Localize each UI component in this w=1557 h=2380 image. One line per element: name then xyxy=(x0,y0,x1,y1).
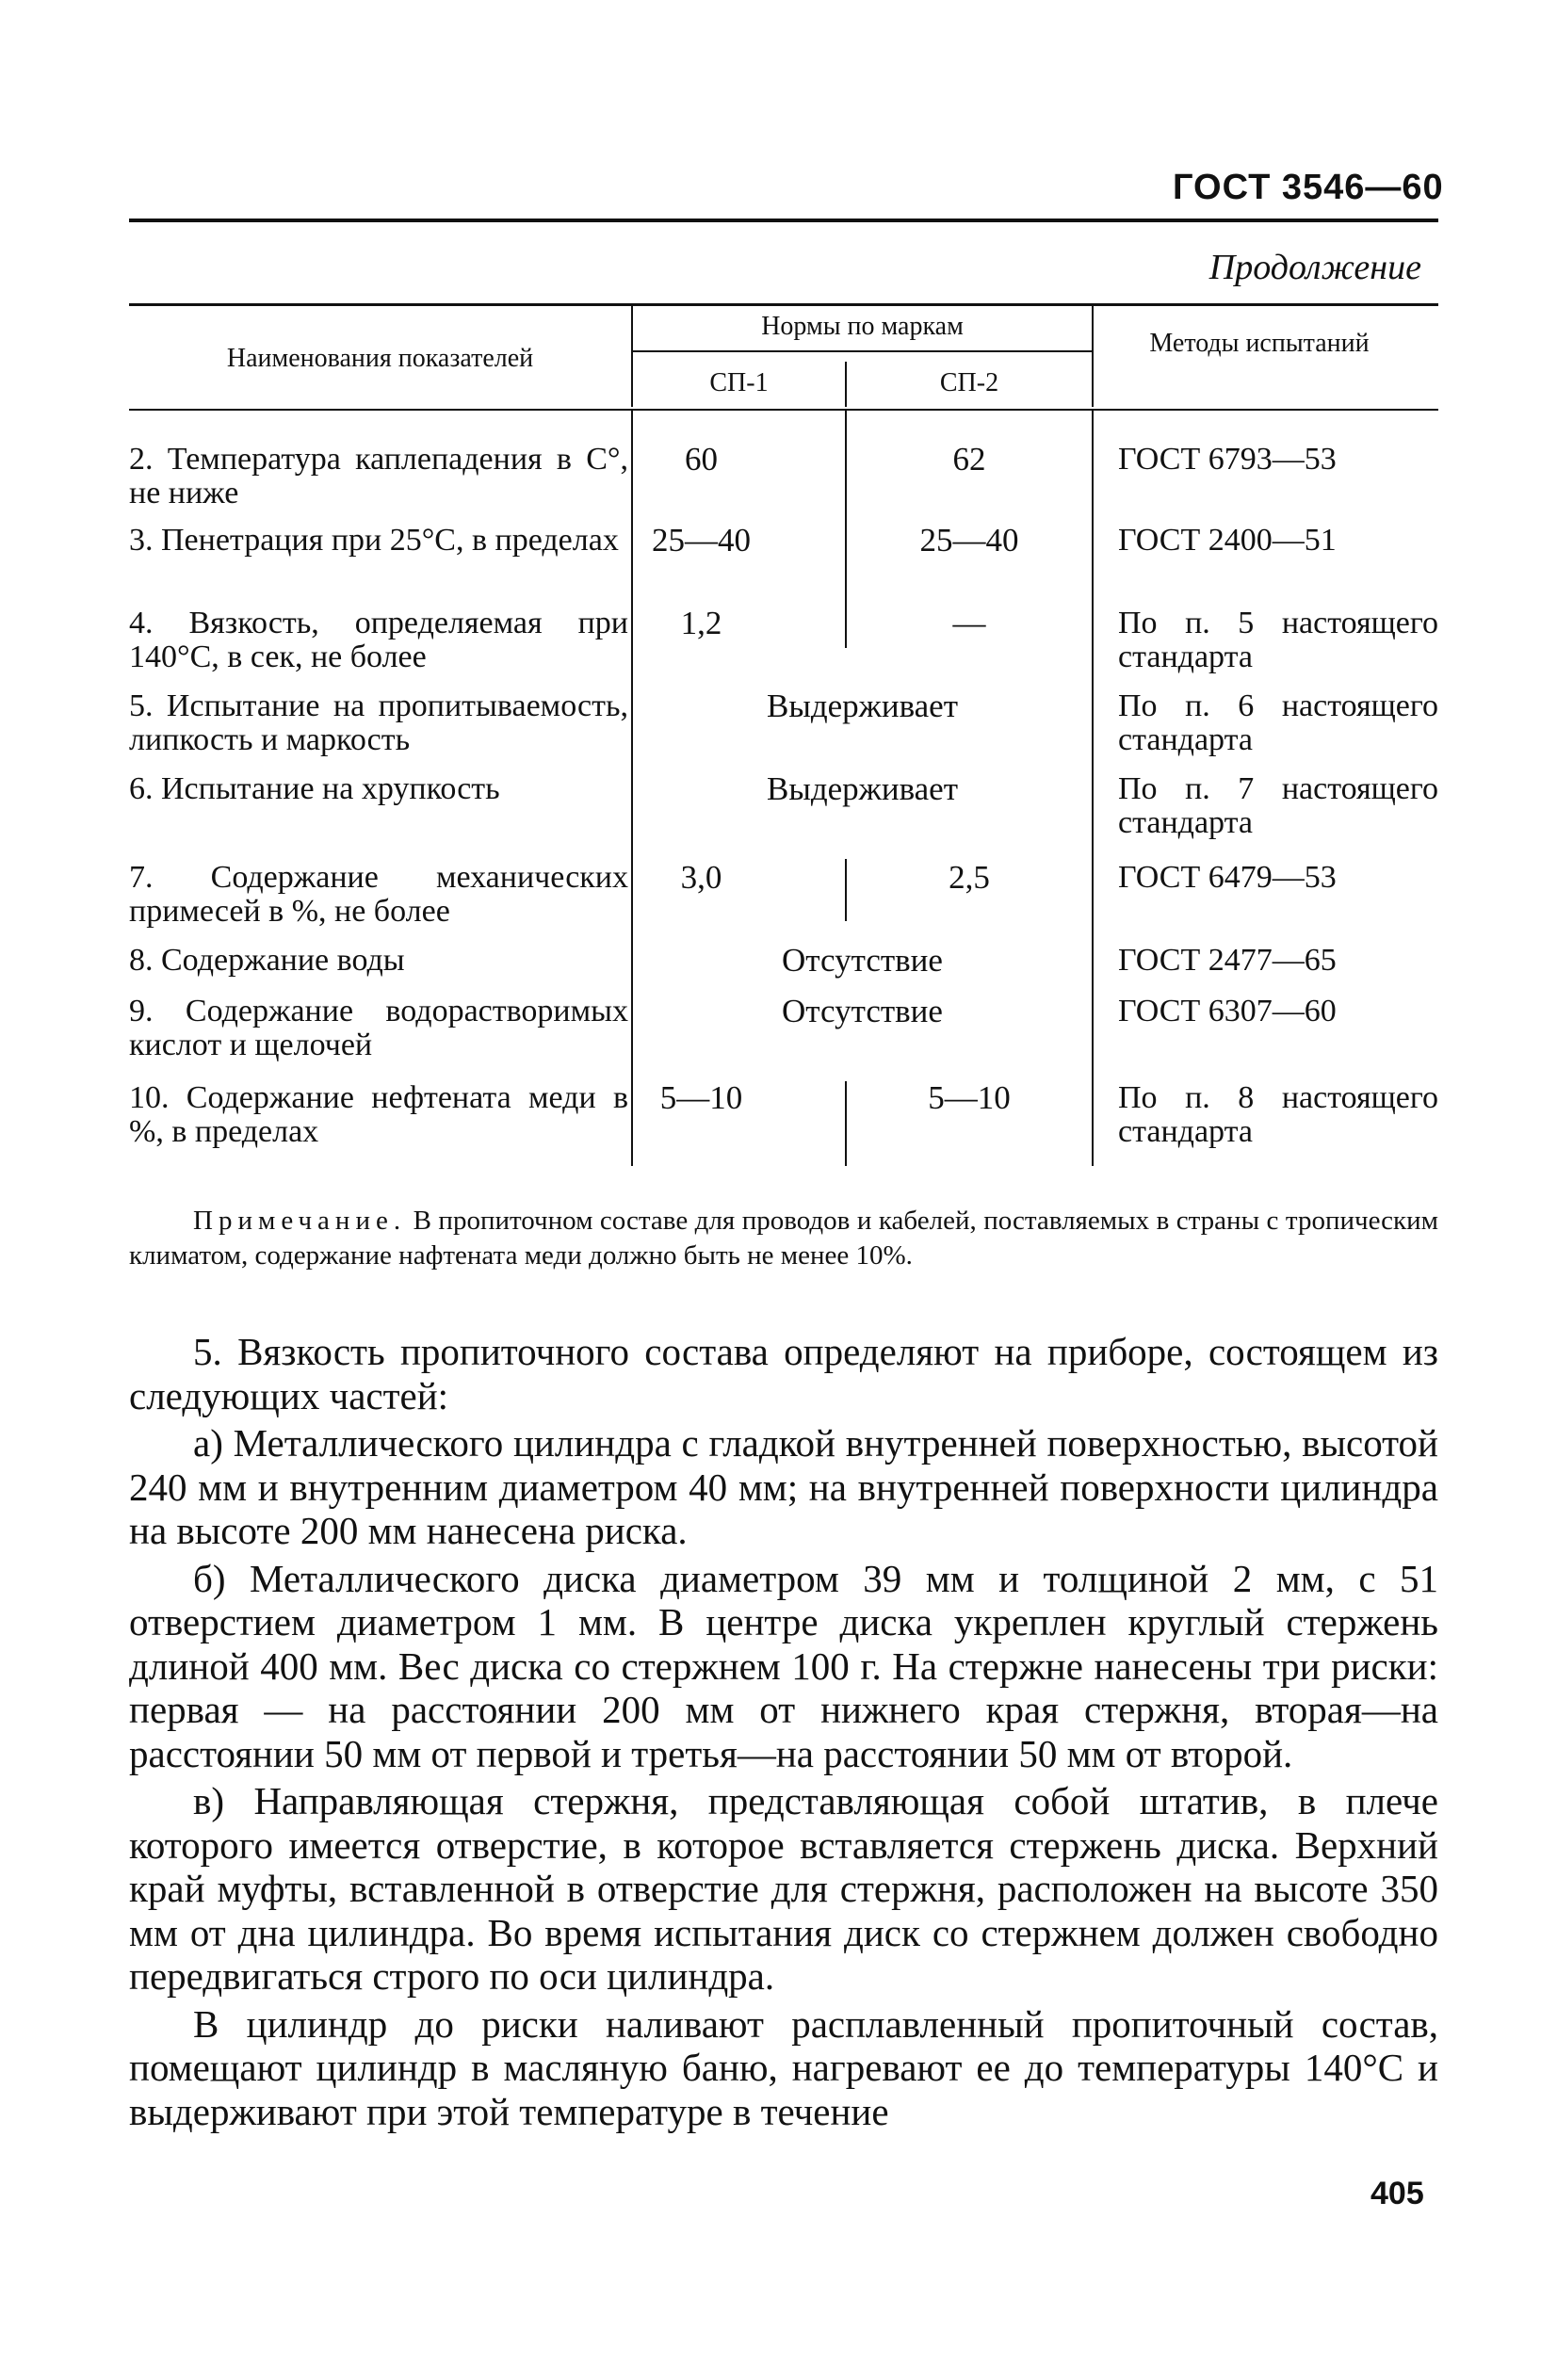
table-row-name: 6. Испытание на хрупкость xyxy=(129,771,500,806)
note-text: В пропиточном составе для проводов и кабелей, поставляемых в страны с тропическим климатом, содержание нафтената меди должно быть не менее 10%. xyxy=(129,1206,1439,1271)
table-row-name: 8. Содержание воды xyxy=(129,943,405,978)
column-header-sp2: СП-2 xyxy=(939,368,999,397)
table-cell-method: По п. 8 настоящего стандарта xyxy=(1118,1080,1438,1149)
table-cell-method: По п. 5 настоящего стандарта xyxy=(1118,606,1438,674)
specification-table xyxy=(129,303,1438,1166)
page-header: ГОСТ 3546—60 xyxy=(1173,168,1444,207)
continuation-label: Продолжение xyxy=(1208,248,1421,287)
table-row-name: 10. Содержание нефтената меди в %, в пределах xyxy=(129,1080,628,1149)
table-cell-method: По п. 7 настоящего стандарта xyxy=(1118,771,1438,840)
column-header-methods: Методы испытаний xyxy=(1149,329,1370,358)
table-row-name: 9. Содержание водорастворимых кислот и щелочей xyxy=(129,994,628,1062)
table-cell-sp2: 5—10 xyxy=(928,1079,1011,1116)
column-header-sp1: СП-1 xyxy=(709,368,769,397)
paragraph: а) Металлического цилиндра с гладкой внутренней поверхностью, высотой 240 мм и внутренним диаметром 40 мм; на внутренней поверхности цилиндра на высоте 200 мм нанесена риска. xyxy=(129,1421,1438,1552)
table-cell-method: ГОСТ 2400—51 xyxy=(1118,523,1337,558)
table-cell-method: ГОСТ 6479—53 xyxy=(1118,860,1337,895)
table-note xyxy=(129,1204,1438,1273)
table-cell-method: По п. 6 настоящего стандарта xyxy=(1118,688,1438,757)
table-cell-sp1: 1,2 xyxy=(680,605,722,641)
table-cell-sp2: — xyxy=(952,605,986,641)
table-cell-both: Выдерживает xyxy=(766,770,959,807)
column-header-norms: Нормы по маркам xyxy=(761,312,964,341)
header-rule xyxy=(129,219,1438,222)
table-row-name: 3. Пенетрация при 25°С, в пределах xyxy=(129,523,619,558)
column-divider xyxy=(1092,303,1094,407)
table-row-name: 4. Вязкость, определяемая при 140°С, в сек, не более xyxy=(129,606,628,674)
paragraph: В цилиндр до риски наливают расплавленный пропиточный состав, помещают цилиндр в масляную баню, нагревают ее до температуры 140°С и выдерживают при этой температуре в течение xyxy=(129,2001,1438,2133)
paragraph: б) Металлического диска диаметром 39 мм и толщиной 2 мм, с 51 отверстием диаметром 1 мм. В центре диска укреплен круглый стержень длиной 400 мм. Вес диска со стержнем 100 г. На стержне нанесены три риски: первая — на расстоянии 200 мм от нижнего края стержня, вторая—на расстоянии 50 мм от первой и третья—на расстоянии 50 мм от второй. xyxy=(129,1556,1438,1775)
body-text xyxy=(129,1330,1438,2133)
table-header-rule xyxy=(129,409,1438,411)
paragraph: 5. Вязкость пропиточного состава определяют на приборе, состоящем из следующих частей: xyxy=(129,1330,1438,1417)
table-row-name: 5. Испытание на пропитываемость, липкость и маркость xyxy=(129,688,628,757)
column-divider xyxy=(633,350,1092,352)
table-cell-both: Отсутствие xyxy=(782,993,943,1029)
table-cell-both: Выдерживает xyxy=(766,688,959,724)
table-cell-sp1: 5—10 xyxy=(659,1079,743,1116)
table-row-name: 7. Содержание механических примесей в %, не более xyxy=(129,860,628,929)
table-cell-sp2: 25—40 xyxy=(919,522,1019,559)
table-cell-method: ГОСТ 6307—60 xyxy=(1118,994,1337,1028)
table-cell-sp1: 60 xyxy=(685,441,718,478)
paragraph: в) Направляющая стержня, представляющая собой штатив, в плече которого имеется отверстие, в которое вставляется стержень диска. Верхний край муфты, вставленной в отверстие для стержня, расположен на высоте 350 мм от дна цилиндра. Во время испытания диск со стержнем должен свободно передвигаться строго по оси цилиндра. xyxy=(129,1779,1438,1998)
table-cell-sp1: 25—40 xyxy=(652,522,751,559)
page-number: 405 xyxy=(1370,2176,1424,2211)
table-cell-both: Отсутствие xyxy=(782,942,943,979)
column-header-name: Наименования показателей xyxy=(226,344,534,373)
table-top-rule xyxy=(129,303,1438,306)
table-row-name: 2. Температура каплепадения в С°, не ниже xyxy=(129,442,628,510)
note-label: Примечание. xyxy=(193,1206,407,1236)
table-cell-sp2: 62 xyxy=(952,441,986,478)
table-cell-method: ГОСТ 6793—53 xyxy=(1118,442,1337,477)
table-cell-method: ГОСТ 2477—65 xyxy=(1118,943,1337,978)
table-cell-sp1: 3,0 xyxy=(680,859,722,896)
table-cell-sp2: 2,5 xyxy=(949,859,990,896)
column-divider xyxy=(1092,411,1094,1166)
